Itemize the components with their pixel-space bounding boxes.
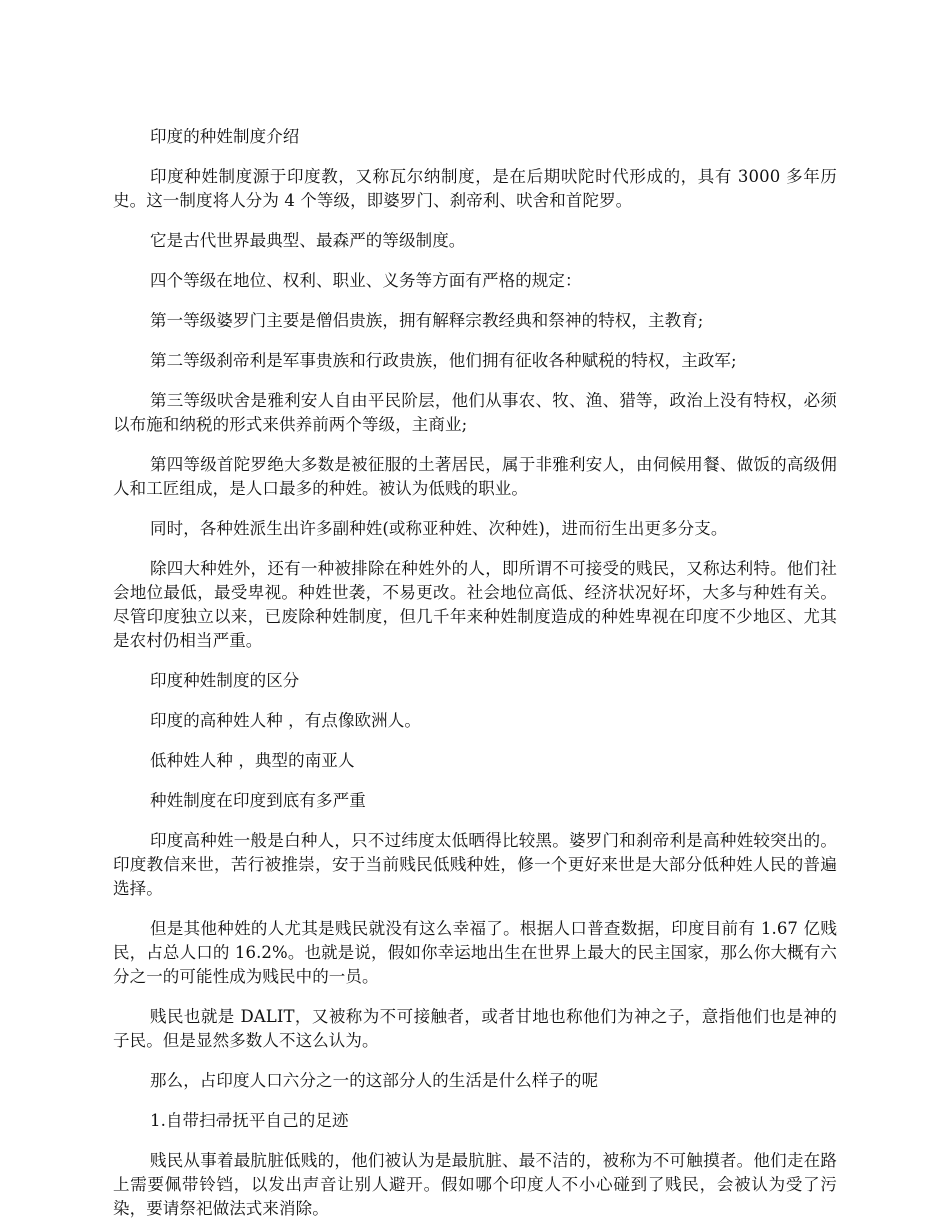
paragraph: 第三等级吠舍是雅利安人自由平民阶层，他们从事农、牧、渔、猎等，政治上没有特权，必须以布施和纳税的形式来供养前两个等级，主商业; (113, 391, 837, 434)
heading-severity: 种姓制度在印度到底有多严重 (150, 791, 366, 810)
paragraph: 贱民从事着最肮脏低贱的，他们被认为是最肮脏、最不洁的，被称为不可触摸者。他们走在路上需要佩带铃铛，以发出声音让别人避开。假如哪个印度人不小心碰到了贱民，会被认为受了污染，要请祭祀做法式来消除。 (113, 1151, 837, 1218)
paragraph: 印度高种姓一般是白种人，只不过纬度太低晒得比较黑。婆罗门和刹帝利是高种姓较突出的。 印度教信来世，苦行被推崇，安于当前贱民低贱种姓，修一个更好来世是大部分低种姓人民的普遍选择。 (113, 831, 837, 898)
heading-section-1: 1.自带扫帚抚平自己的足迹 (150, 1111, 349, 1130)
paragraph: 它是古代世界最典型、最森严的等级制度。 (150, 231, 466, 250)
paragraph: 贱民也就是 DALIT，又被称为不可接触者，或者甘地也称他们为神之子，意指他们也是神的子民。但是显然多数人不这么认为。 (113, 1007, 837, 1050)
paragraph: 第二等级刹帝利是军事贵族和行政贵族，他们拥有征收各种赋税的特权，主政军; (150, 351, 737, 370)
paragraph: 除四大种姓外，还有一种被排除在种姓外的人，即所谓不可接受的贱民，又称达利特。他们社会地位最低，最受卑视。种姓世袭，不易更改。社会地位高低、经济状况好坏，大多与种姓有关。尽管印度独立以来，已废除种姓制度，但几千年来种姓制度造成的种姓卑视在印度不少地区、尤其是农村仍相当严重。 (113, 559, 837, 650)
paragraph: 第四等级首陀罗绝大多数是被征服的土著居民，属于非雅利安人，由伺候用餐、做饭的高级佣人和工匠组成，是人口最多的种姓。被认为低贱的职业。 (113, 455, 837, 498)
paragraph: 印度的高种姓人种 ，有点像欧洲人。 (150, 711, 421, 730)
paragraph: 低种姓人种 ，典型的南亚人 (150, 751, 355, 770)
paragraph: 那么，占印度人口六分之一的这部分人的生活是什么样子的呢 (150, 1071, 599, 1090)
paragraph: 但是其他种姓的人尤其是贱民就没有这么幸福了。根据人口普查数据，印度目前有 1.67 亿贱民，占总人口的 16.2%。也就是说，假如你幸运地出生在世界上最大的民主国家，那么你大概有六分之一的可能性成为贱民中的一员。 (113, 919, 837, 986)
heading-intro: 印度的种姓制度介绍 (150, 127, 300, 146)
paragraph: 第一等级婆罗门主要是僧侣贵族，拥有解释宗教经典和祭神的特权，主教育; (150, 311, 704, 330)
paragraph: 印度种姓制度源于印度教，又称瓦尔纳制度，是在后期吠陀时代形成的，具有 3000 多年历史。这一制度将人分为 4 个等级，即婆罗门、刹帝利、吠舍和首陀罗。 (113, 167, 837, 210)
paragraph: 同时，各种姓派生出许多副种姓(或称亚种姓、次种姓)，进而衍生出更多分支。 (150, 519, 728, 538)
paragraph: 四个等级在地位、权利、职业、义务等方面有严格的规定： (150, 271, 582, 290)
heading-distinction: 印度种姓制度的区分 (150, 671, 300, 690)
